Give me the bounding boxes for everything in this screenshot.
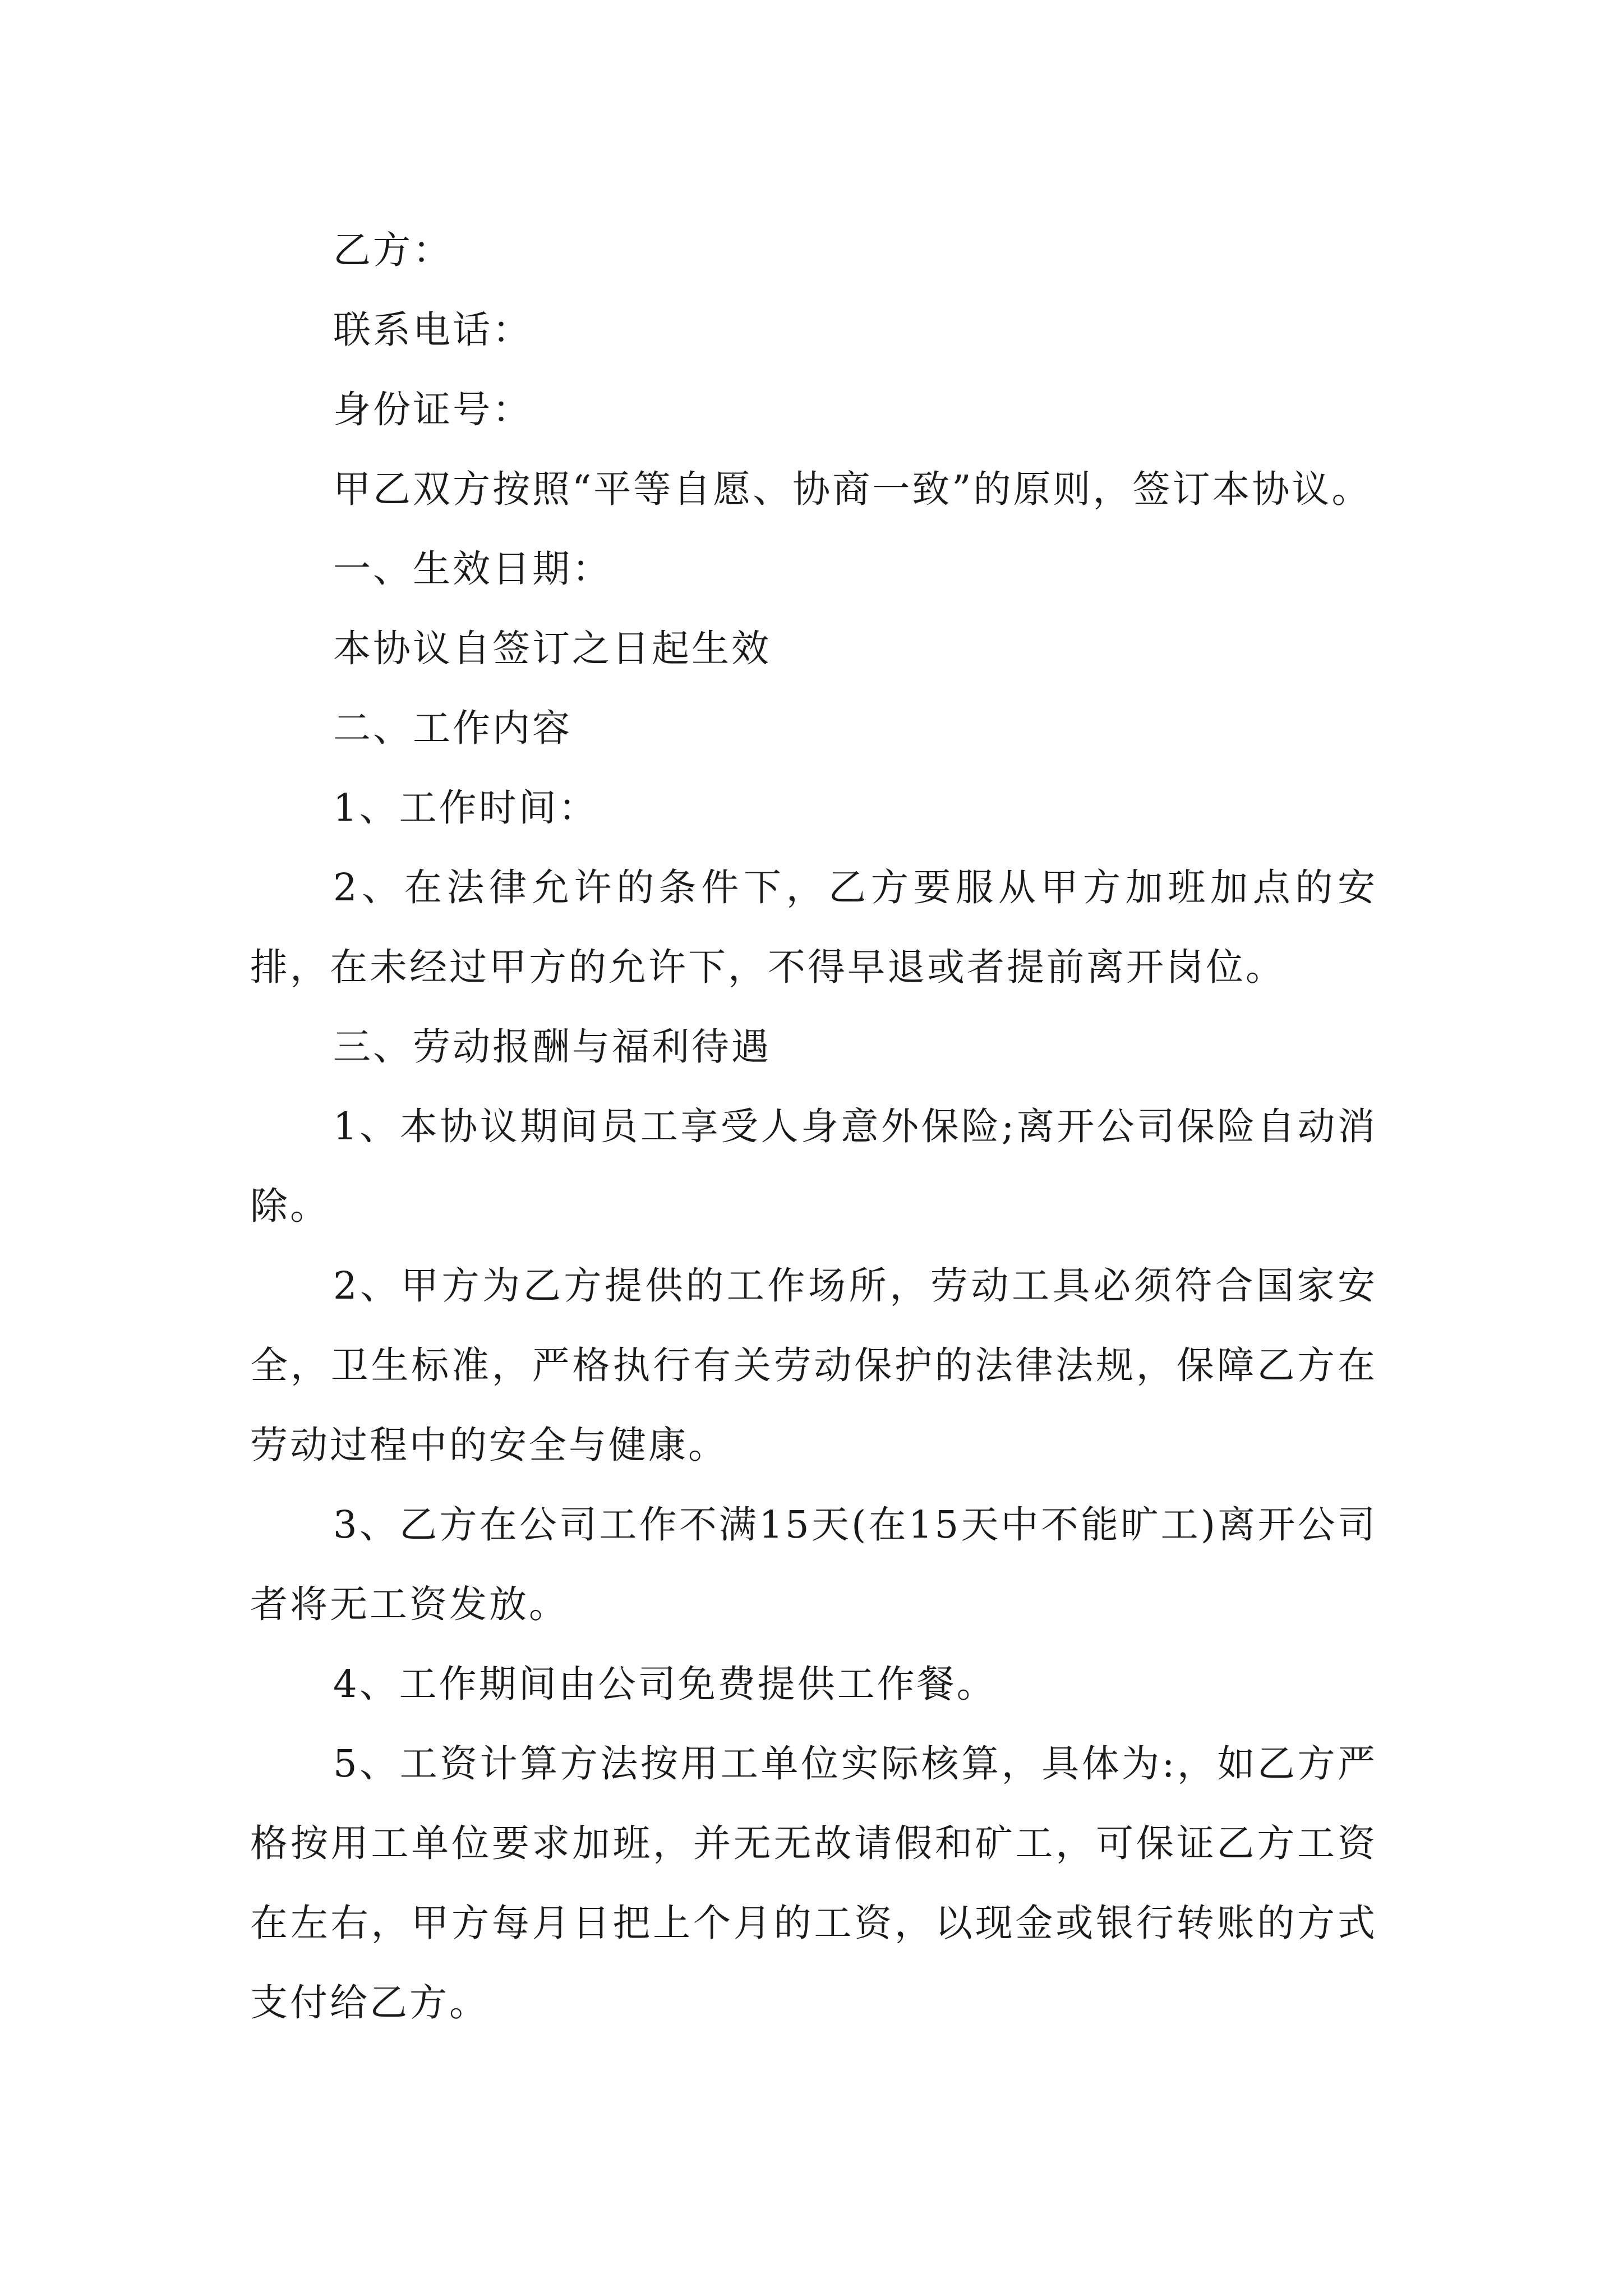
section-2-item-2: 2、在法律允许的条件下，乙方要服从甲方加班加点的安排，在未经过甲方的允许下，不得早退或者提前离开岗位。 xyxy=(250,866,1377,989)
section-3-item-4: 4、工作期间由公司免费提供工作餐。 xyxy=(333,1662,997,1706)
id-number-label: 身份证号： xyxy=(333,388,532,431)
section-2-item-1: 1、工作时间： xyxy=(333,786,598,830)
section-3-heading: 三、劳动报酬与福利待遇 xyxy=(333,1025,771,1069)
section-3-item-5: 5、工资计算方法按用工单位实际核算，具体为:，如乙方严格按用工单位要求加班，并无无故请假和矿工，可保证乙方工资在左右，甲方每月日把上个月的工资，以现金或银行转账的方式支付给乙方。 xyxy=(250,1742,1377,2024)
section-2-heading: 二、工作内容 xyxy=(333,706,572,750)
section-1-heading: 一、生效日期： xyxy=(333,547,612,591)
section-3-item-1: 1、本协议期间员工享受人身意外保险;离开公司保险自动消除。 xyxy=(250,1105,1377,1228)
section-1-text: 本协议自签订之日起生效 xyxy=(333,627,771,670)
section-3-item-3: 3、乙方在公司工作不满15天(在15天中不能旷工)离开公司者将无工资发放。 xyxy=(250,1503,1377,1626)
party-b-label: 乙方： xyxy=(333,228,453,272)
section-3-item-2: 2、甲方为乙方提供的工作场所，劳动工具必须符合国家安全，卫生标准，严格执行有关劳动保护的法律法规，保障乙方在劳动过程中的安全与健康。 xyxy=(250,1264,1377,1467)
document-body xyxy=(250,210,1377,2042)
agreement-preamble: 甲乙双方按照“平等自愿、协商一致”的原则，签订本协议。 xyxy=(333,467,1372,511)
contact-phone-label: 联系电话： xyxy=(333,308,532,352)
